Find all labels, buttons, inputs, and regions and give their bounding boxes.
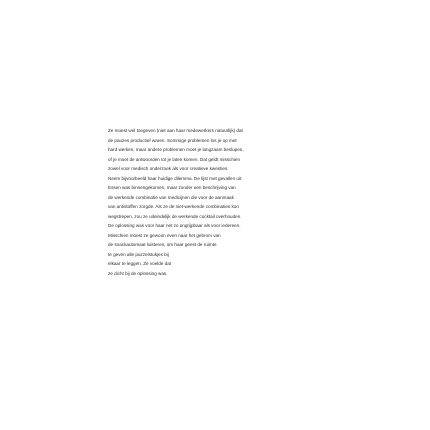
text-line-15: elkaar te leggen. Ze voelde dat [108,261,172,266]
text-line-2: de pauzes productief waren. Sommige problemen los je op met [108,137,237,143]
text-line-14: te geven alle puzzelstukjes bij [108,251,169,257]
text-line-6: Neem bijvoorbeeld haar huidige dilemma. De lijst met gevallen uit [108,175,242,181]
text-line-7: Essen was binnengekomen, maar zonder een beschrijving van [108,185,236,190]
text-line-10: wegstrepen, zou ze uiteindelijk de werkende cocktail overhouden. [108,213,242,219]
text-line-9: van antistoffen zorgde. Als ze de niet-werkende combinaties kon [108,204,239,209]
body-text [108,126,334,278]
text-line-3: hard werken, maar andere problemen moet je langzaam beslupen, [108,147,244,152]
text-line-12: Misschien moest ze gewoon even naar het gebrom van [108,232,221,238]
text-line-11: De oplossing was voor haar net zo ongrijpbaar als voor iedereen. [108,223,241,228]
text-line-13: de snackautomaat luisteren, om haar geest de ruimte [108,242,217,247]
text-line-1: Ze moest wel toegeven (niet aan haar medewerkers natuurlijk) dat [108,128,243,133]
text-line-8: de werkende combinatie van medicijnen die voor de aanmaak [108,194,234,200]
text-line-4: of je moet de antwoorden tot je laten komen. Dat geldt misschien [108,156,241,162]
text-line-5: zowel voor medisch onderzoek als voor creatieve kwesties. [108,166,229,171]
text-line-16: ze dicht bij de oplossing was. [108,270,168,276]
